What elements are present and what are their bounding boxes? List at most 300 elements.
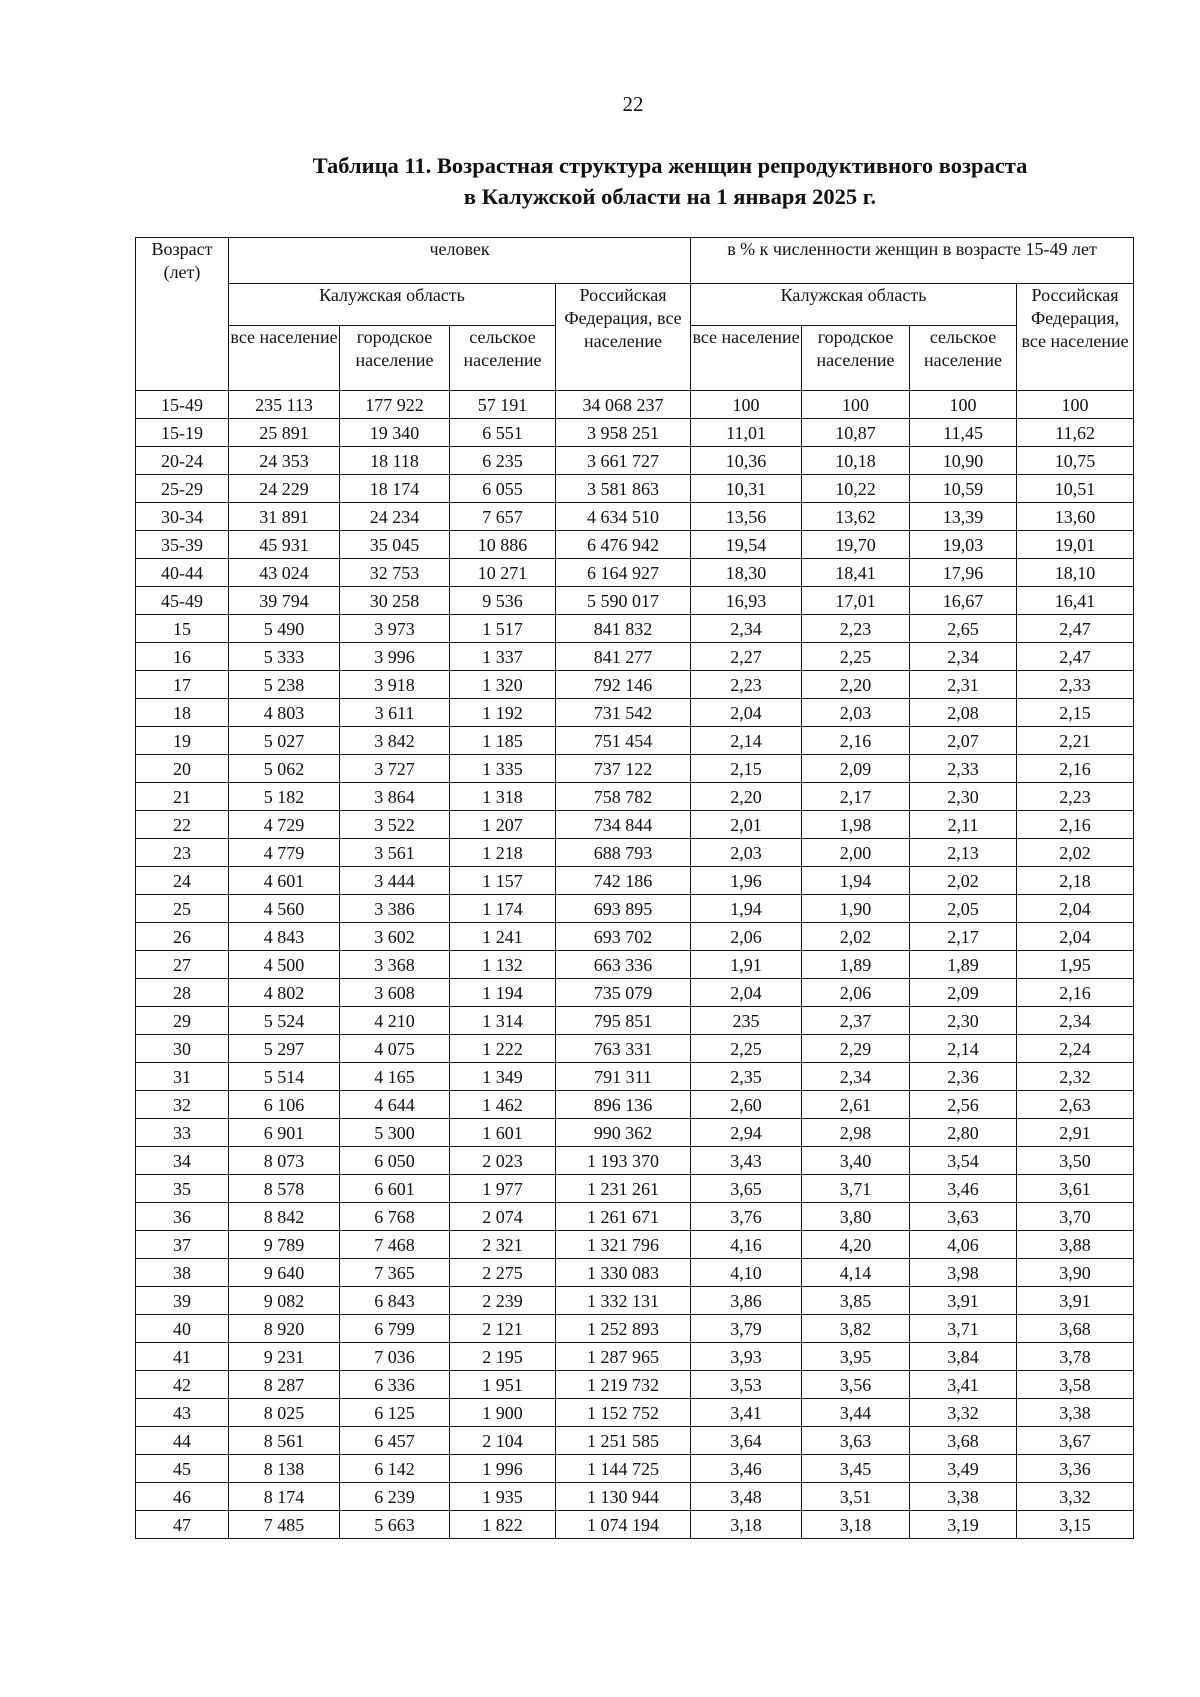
- rural-percent-cell: 2,02: [910, 867, 1017, 895]
- rural-percent-cell: 3,84: [910, 1343, 1017, 1371]
- age-cell: 41: [136, 1343, 229, 1371]
- table-title: [0, 150, 1200, 212]
- rural-persons-cell: 1 349: [450, 1063, 556, 1091]
- urban-persons-cell: 3 727: [340, 755, 450, 783]
- all-persons-cell: 9 231: [229, 1343, 340, 1371]
- urban-percent-cell: 3,71: [802, 1175, 910, 1203]
- urban-persons-cell: 4 075: [340, 1035, 450, 1063]
- urban-persons-cell: 4 644: [340, 1091, 450, 1119]
- all-persons-cell: 5 297: [229, 1035, 340, 1063]
- all-persons-cell: 4 729: [229, 811, 340, 839]
- rural-percent-cell: 2,80: [910, 1119, 1017, 1147]
- all-percent-cell: 100: [691, 391, 802, 419]
- rural-persons-cell: 1 996: [450, 1455, 556, 1483]
- russia-percent-cell: 2,18: [1017, 867, 1134, 895]
- urban-persons-cell: 5 300: [340, 1119, 450, 1147]
- russia-percent-cell: 3,36: [1017, 1455, 1134, 1483]
- russia-persons-cell: 731 542: [556, 699, 691, 727]
- all-percent-cell: 2,94: [691, 1119, 802, 1147]
- all-percent-cell: 2,35: [691, 1063, 802, 1091]
- rural-percent-cell: 3,68: [910, 1427, 1017, 1455]
- age-cell: 28: [136, 979, 229, 1007]
- urban-percent-cell: 2,61: [802, 1091, 910, 1119]
- all-percent-cell: 2,14: [691, 727, 802, 755]
- urban-percent-cell: 1,94: [802, 867, 910, 895]
- table-row: [136, 811, 1134, 839]
- all-persons-cell: 8 842: [229, 1203, 340, 1231]
- urban-persons-cell: 3 973: [340, 615, 450, 643]
- urban-percent-cell: 2,02: [802, 923, 910, 951]
- urban-persons-cell: 6 768: [340, 1203, 450, 1231]
- urban-percent-cell: 4,14: [802, 1259, 910, 1287]
- rural-persons-cell: 1 462: [450, 1091, 556, 1119]
- rural-persons-cell: 2 239: [450, 1287, 556, 1315]
- urban-percent-cell: 3,85: [802, 1287, 910, 1315]
- all-persons-cell: 8 138: [229, 1455, 340, 1483]
- rural-percent-cell: 2,08: [910, 699, 1017, 727]
- russia-percent-cell: 16,41: [1017, 587, 1134, 615]
- urban-percent-cell: 1,90: [802, 895, 910, 923]
- rural-persons-cell: 1 517: [450, 615, 556, 643]
- all-persons-cell: 5 514: [229, 1063, 340, 1091]
- all-persons-cell: 39 794: [229, 587, 340, 615]
- rural-percent-cell: 11,45: [910, 419, 1017, 447]
- russia-persons-cell: 1 152 752: [556, 1399, 691, 1427]
- rural-percent-cell: 2,36: [910, 1063, 1017, 1091]
- age-cell: 33: [136, 1119, 229, 1147]
- urban-persons-cell: 6 799: [340, 1315, 450, 1343]
- table-row: [136, 755, 1134, 783]
- rural-percent-cell: 3,32: [910, 1399, 1017, 1427]
- urban-percent-cell: 3,82: [802, 1315, 910, 1343]
- header-russia-percent: Российская Федерация, все население: [1017, 284, 1134, 391]
- rural-persons-cell: 7 657: [450, 503, 556, 531]
- russia-percent-cell: 3,88: [1017, 1231, 1134, 1259]
- russia-percent-cell: 10,75: [1017, 447, 1134, 475]
- age-cell: 23: [136, 839, 229, 867]
- urban-persons-cell: 3 522: [340, 811, 450, 839]
- urban-persons-cell: 6 336: [340, 1371, 450, 1399]
- urban-persons-cell: 35 045: [340, 531, 450, 559]
- urban-percent-cell: 2,25: [802, 643, 910, 671]
- all-persons-cell: 8 174: [229, 1483, 340, 1511]
- all-percent-cell: 2,06: [691, 923, 802, 951]
- urban-persons-cell: 7 468: [340, 1231, 450, 1259]
- all-persons-cell: 5 524: [229, 1007, 340, 1035]
- russia-persons-cell: 792 146: [556, 671, 691, 699]
- russia-persons-cell: 1 287 965: [556, 1343, 691, 1371]
- all-percent-cell: 3,93: [691, 1343, 802, 1371]
- table-row: [136, 867, 1134, 895]
- russia-persons-cell: 791 311: [556, 1063, 691, 1091]
- age-cell: 43: [136, 1399, 229, 1427]
- russia-persons-cell: 6 476 942: [556, 531, 691, 559]
- all-percent-cell: 1,91: [691, 951, 802, 979]
- rural-persons-cell: 1 601: [450, 1119, 556, 1147]
- russia-percent-cell: 10,51: [1017, 475, 1134, 503]
- russia-persons-cell: 841 832: [556, 615, 691, 643]
- rural-percent-cell: 3,46: [910, 1175, 1017, 1203]
- rural-persons-cell: 6 235: [450, 447, 556, 475]
- urban-percent-cell: 2,06: [802, 979, 910, 1007]
- rural-percent-cell: 3,63: [910, 1203, 1017, 1231]
- all-percent-cell: 2,34: [691, 615, 802, 643]
- rural-percent-cell: 2,65: [910, 615, 1017, 643]
- russia-persons-cell: 1 219 732: [556, 1371, 691, 1399]
- table-row: [136, 1399, 1134, 1427]
- age-cell: 44: [136, 1427, 229, 1455]
- rural-persons-cell: 2 074: [450, 1203, 556, 1231]
- table-row: [136, 951, 1134, 979]
- urban-percent-cell: 2,00: [802, 839, 910, 867]
- age-cell: 15-19: [136, 419, 229, 447]
- rural-persons-cell: 1 194: [450, 979, 556, 1007]
- all-percent-cell: 2,25: [691, 1035, 802, 1063]
- rural-persons-cell: 2 121: [450, 1315, 556, 1343]
- rural-percent-cell: 2,07: [910, 727, 1017, 755]
- table-row: [136, 1147, 1134, 1175]
- table-body: [136, 391, 1134, 1539]
- age-cell: 27: [136, 951, 229, 979]
- table-row: [136, 1287, 1134, 1315]
- urban-percent-cell: 10,18: [802, 447, 910, 475]
- urban-percent-cell: 2,03: [802, 699, 910, 727]
- urban-persons-cell: 6 125: [340, 1399, 450, 1427]
- table-row: [136, 895, 1134, 923]
- table-row: [136, 1007, 1134, 1035]
- table-row: [136, 699, 1134, 727]
- russia-percent-cell: 3,68: [1017, 1315, 1134, 1343]
- header-age-label: Возраст (лет): [151, 239, 213, 282]
- table-row: [136, 727, 1134, 755]
- rural-percent-cell: 4,06: [910, 1231, 1017, 1259]
- urban-percent-cell: 1,89: [802, 951, 910, 979]
- russia-persons-cell: 735 079: [556, 979, 691, 1007]
- rural-persons-cell: 1 132: [450, 951, 556, 979]
- header-urban-percent: городское население: [802, 326, 910, 391]
- all-percent-cell: 10,31: [691, 475, 802, 503]
- russia-percent-cell: 2,47: [1017, 615, 1134, 643]
- russia-percent-cell: 2,24: [1017, 1035, 1134, 1063]
- age-cell: 25-29: [136, 475, 229, 503]
- russia-persons-cell: 896 136: [556, 1091, 691, 1119]
- urban-persons-cell: 18 118: [340, 447, 450, 475]
- urban-percent-cell: 3,18: [802, 1511, 910, 1539]
- header-percent: в % к численности женщин в возрасте 15-49 лет: [691, 238, 1134, 284]
- table-row: [136, 447, 1134, 475]
- rural-percent-cell: 3,54: [910, 1147, 1017, 1175]
- rural-persons-cell: 10 886: [450, 531, 556, 559]
- russia-percent-cell: 3,38: [1017, 1399, 1134, 1427]
- age-cell: 47: [136, 1511, 229, 1539]
- urban-percent-cell: 3,40: [802, 1147, 910, 1175]
- all-persons-cell: 5 490: [229, 615, 340, 643]
- age-cell: 35-39: [136, 531, 229, 559]
- urban-persons-cell: 6 601: [340, 1175, 450, 1203]
- table-row: [136, 419, 1134, 447]
- russia-persons-cell: 1 261 671: [556, 1203, 691, 1231]
- urban-percent-cell: 3,80: [802, 1203, 910, 1231]
- urban-persons-cell: 6 142: [340, 1455, 450, 1483]
- urban-persons-cell: 5 663: [340, 1511, 450, 1539]
- all-persons-cell: 5 238: [229, 671, 340, 699]
- age-cell: 32: [136, 1091, 229, 1119]
- all-percent-cell: 2,15: [691, 755, 802, 783]
- all-percent-cell: 3,64: [691, 1427, 802, 1455]
- urban-persons-cell: 177 922: [340, 391, 450, 419]
- russia-persons-cell: 1 193 370: [556, 1147, 691, 1175]
- urban-percent-cell: 3,95: [802, 1343, 910, 1371]
- age-cell: 45: [136, 1455, 229, 1483]
- all-persons-cell: 8 025: [229, 1399, 340, 1427]
- all-persons-cell: 8 578: [229, 1175, 340, 1203]
- rural-percent-cell: 3,19: [910, 1511, 1017, 1539]
- age-cell: 21: [136, 783, 229, 811]
- russia-persons-cell: 1 231 261: [556, 1175, 691, 1203]
- all-percent-cell: 19,54: [691, 531, 802, 559]
- rural-persons-cell: 2 195: [450, 1343, 556, 1371]
- urban-persons-cell: 6 843: [340, 1287, 450, 1315]
- russia-persons-cell: 1 252 893: [556, 1315, 691, 1343]
- table-row: [136, 1511, 1134, 1539]
- urban-percent-cell: 10,87: [802, 419, 910, 447]
- russia-percent-cell: 2,21: [1017, 727, 1134, 755]
- all-percent-cell: 3,76: [691, 1203, 802, 1231]
- all-persons-cell: 7 485: [229, 1511, 340, 1539]
- all-persons-cell: 5 182: [229, 783, 340, 811]
- urban-persons-cell: 6 457: [340, 1427, 450, 1455]
- rural-persons-cell: 1 977: [450, 1175, 556, 1203]
- russia-persons-cell: 3 958 251: [556, 419, 691, 447]
- all-percent-cell: 235: [691, 1007, 802, 1035]
- all-persons-cell: 4 803: [229, 699, 340, 727]
- urban-percent-cell: 3,45: [802, 1455, 910, 1483]
- rural-persons-cell: 10 271: [450, 559, 556, 587]
- all-persons-cell: 8 073: [229, 1147, 340, 1175]
- all-percent-cell: 3,48: [691, 1483, 802, 1511]
- urban-persons-cell: 3 368: [340, 951, 450, 979]
- russia-percent-cell: 2,34: [1017, 1007, 1134, 1035]
- urban-persons-cell: 32 753: [340, 559, 450, 587]
- urban-persons-cell: 30 258: [340, 587, 450, 615]
- urban-persons-cell: 3 611: [340, 699, 450, 727]
- age-cell: 15: [136, 615, 229, 643]
- urban-percent-cell: 2,17: [802, 783, 910, 811]
- rural-persons-cell: 6 551: [450, 419, 556, 447]
- header-urban-persons: городское население: [340, 326, 450, 391]
- rural-persons-cell: 1 174: [450, 895, 556, 923]
- all-persons-cell: 5 027: [229, 727, 340, 755]
- all-persons-cell: 5 333: [229, 643, 340, 671]
- table-row: [136, 475, 1134, 503]
- russia-percent-cell: 1,95: [1017, 951, 1134, 979]
- russia-percent-cell: 3,61: [1017, 1175, 1134, 1203]
- urban-persons-cell: 3 386: [340, 895, 450, 923]
- table-row: [136, 783, 1134, 811]
- all-percent-cell: 2,23: [691, 671, 802, 699]
- age-cell: 20: [136, 755, 229, 783]
- all-percent-cell: 2,20: [691, 783, 802, 811]
- russia-persons-cell: 1 074 194: [556, 1511, 691, 1539]
- all-percent-cell: 2,04: [691, 979, 802, 1007]
- all-percent-cell: 2,03: [691, 839, 802, 867]
- header-kaluga-percent: Калужская область: [691, 284, 1017, 326]
- table-row: [136, 1315, 1134, 1343]
- header-rural-percent: сельское население: [910, 326, 1017, 391]
- urban-persons-cell: 4 210: [340, 1007, 450, 1035]
- urban-persons-cell: 4 165: [340, 1063, 450, 1091]
- urban-percent-cell: 3,44: [802, 1399, 910, 1427]
- rural-persons-cell: 2 104: [450, 1427, 556, 1455]
- age-cell: 31: [136, 1063, 229, 1091]
- urban-persons-cell: 3 608: [340, 979, 450, 1007]
- page-number: 22: [622, 92, 644, 116]
- table-row: [136, 503, 1134, 531]
- russia-percent-cell: 2,04: [1017, 895, 1134, 923]
- age-cell: 18: [136, 699, 229, 727]
- russia-persons-cell: 5 590 017: [556, 587, 691, 615]
- age-cell: 37: [136, 1231, 229, 1259]
- all-persons-cell: 24 353: [229, 447, 340, 475]
- all-percent-cell: 11,01: [691, 419, 802, 447]
- table-row: [136, 1455, 1134, 1483]
- all-percent-cell: 10,36: [691, 447, 802, 475]
- all-percent-cell: 3,53: [691, 1371, 802, 1399]
- russia-percent-cell: 3,67: [1017, 1427, 1134, 1455]
- age-cell: 34: [136, 1147, 229, 1175]
- russia-percent-cell: 100: [1017, 391, 1134, 419]
- all-persons-cell: 45 931: [229, 531, 340, 559]
- urban-percent-cell: 4,20: [802, 1231, 910, 1259]
- rural-persons-cell: 1 185: [450, 727, 556, 755]
- all-percent-cell: 1,96: [691, 867, 802, 895]
- rural-percent-cell: 16,67: [910, 587, 1017, 615]
- all-persons-cell: 31 891: [229, 503, 340, 531]
- table-row: [136, 587, 1134, 615]
- all-percent-cell: 18,30: [691, 559, 802, 587]
- rural-persons-cell: 2 275: [450, 1259, 556, 1287]
- rural-percent-cell: 2,34: [910, 643, 1017, 671]
- russia-percent-cell: 3,78: [1017, 1343, 1134, 1371]
- urban-percent-cell: 1,98: [802, 811, 910, 839]
- urban-persons-cell: 7 365: [340, 1259, 450, 1287]
- header-russia-persons: Российская Федерация, все население: [556, 284, 691, 391]
- rural-percent-cell: 10,59: [910, 475, 1017, 503]
- rural-percent-cell: 3,71: [910, 1315, 1017, 1343]
- table-row: [136, 1063, 1134, 1091]
- table-row: [136, 1483, 1134, 1511]
- urban-persons-cell: 19 340: [340, 419, 450, 447]
- russia-persons-cell: 693 702: [556, 923, 691, 951]
- russia-persons-cell: 990 362: [556, 1119, 691, 1147]
- all-persons-cell: 6 901: [229, 1119, 340, 1147]
- urban-percent-cell: 2,20: [802, 671, 910, 699]
- rural-percent-cell: 2,09: [910, 979, 1017, 1007]
- russia-persons-cell: 1 330 083: [556, 1259, 691, 1287]
- rural-percent-cell: 17,96: [910, 559, 1017, 587]
- age-cell: 45-49: [136, 587, 229, 615]
- all-percent-cell: 3,86: [691, 1287, 802, 1315]
- russia-percent-cell: 3,90: [1017, 1259, 1134, 1287]
- russia-percent-cell: 2,15: [1017, 699, 1134, 727]
- russia-percent-cell: 2,02: [1017, 839, 1134, 867]
- rural-percent-cell: 2,30: [910, 1007, 1017, 1035]
- all-percent-cell: 3,65: [691, 1175, 802, 1203]
- russia-persons-cell: 4 634 510: [556, 503, 691, 531]
- russia-persons-cell: 841 277: [556, 643, 691, 671]
- rural-percent-cell: 100: [910, 391, 1017, 419]
- urban-percent-cell: 10,22: [802, 475, 910, 503]
- urban-percent-cell: 19,70: [802, 531, 910, 559]
- russia-persons-cell: 1 321 796: [556, 1231, 691, 1259]
- all-persons-cell: 4 601: [229, 867, 340, 895]
- rural-persons-cell: 1 320: [450, 671, 556, 699]
- all-persons-cell: 4 779: [229, 839, 340, 867]
- rural-persons-cell: 1 935: [450, 1483, 556, 1511]
- russia-percent-cell: 2,16: [1017, 979, 1134, 1007]
- age-cell: 20-24: [136, 447, 229, 475]
- rural-persons-cell: 1 318: [450, 783, 556, 811]
- urban-percent-cell: 2,37: [802, 1007, 910, 1035]
- all-percent-cell: 3,18: [691, 1511, 802, 1539]
- rural-percent-cell: 3,49: [910, 1455, 1017, 1483]
- age-cell: 25: [136, 895, 229, 923]
- urban-percent-cell: 18,41: [802, 559, 910, 587]
- urban-percent-cell: 3,56: [802, 1371, 910, 1399]
- rural-persons-cell: 1 822: [450, 1511, 556, 1539]
- russia-percent-cell: 13,60: [1017, 503, 1134, 531]
- age-cell: 22: [136, 811, 229, 839]
- header-rural-persons: сельское население: [450, 326, 556, 391]
- all-persons-cell: 24 229: [229, 475, 340, 503]
- header-all-percent: все население: [691, 326, 802, 391]
- table-row: [136, 1343, 1134, 1371]
- rural-persons-cell: 1 314: [450, 1007, 556, 1035]
- urban-percent-cell: 13,62: [802, 503, 910, 531]
- urban-percent-cell: 3,51: [802, 1483, 910, 1511]
- age-cell: 24: [136, 867, 229, 895]
- age-cell: 42: [136, 1371, 229, 1399]
- rural-persons-cell: 57 191: [450, 391, 556, 419]
- russia-persons-cell: 1 332 131: [556, 1287, 691, 1315]
- rural-percent-cell: 2,17: [910, 923, 1017, 951]
- urban-percent-cell: 2,34: [802, 1063, 910, 1091]
- russia-persons-cell: 751 454: [556, 727, 691, 755]
- all-percent-cell: 16,93: [691, 587, 802, 615]
- russia-percent-cell: 2,16: [1017, 755, 1134, 783]
- rural-persons-cell: 1 951: [450, 1371, 556, 1399]
- rural-persons-cell: 1 337: [450, 643, 556, 671]
- all-persons-cell: 4 560: [229, 895, 340, 923]
- table-row: [136, 531, 1134, 559]
- table-row: [136, 1119, 1134, 1147]
- russia-persons-cell: 742 186: [556, 867, 691, 895]
- urban-persons-cell: 3 918: [340, 671, 450, 699]
- rural-percent-cell: 2,30: [910, 783, 1017, 811]
- age-cell: 15-49: [136, 391, 229, 419]
- russia-persons-cell: 795 851: [556, 1007, 691, 1035]
- russia-persons-cell: 737 122: [556, 755, 691, 783]
- table-row: [136, 391, 1134, 419]
- urban-persons-cell: 24 234: [340, 503, 450, 531]
- russia-persons-cell: 1 251 585: [556, 1427, 691, 1455]
- table-row: [136, 979, 1134, 1007]
- age-cell: 17: [136, 671, 229, 699]
- header-persons: человек: [229, 238, 691, 284]
- age-cell: 38: [136, 1259, 229, 1287]
- urban-percent-cell: 100: [802, 391, 910, 419]
- all-percent-cell: 2,27: [691, 643, 802, 671]
